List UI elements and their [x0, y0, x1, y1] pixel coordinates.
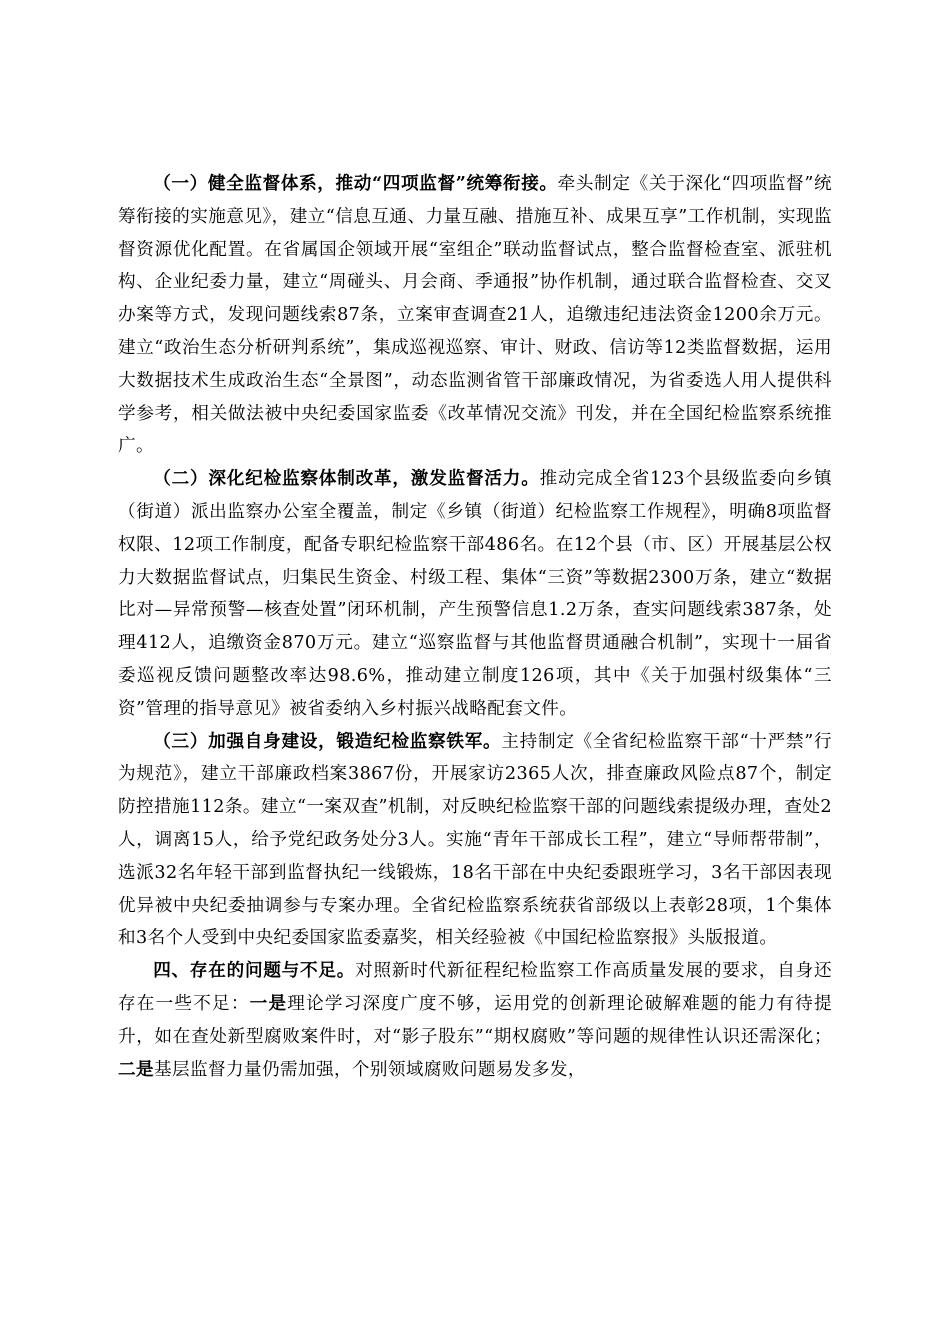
section-heading: 四、存在的问题与不足。 [153, 960, 356, 982]
paragraph-text: 对照新时代新征程纪检监察工作高质量发展的要求，自身还存在一些不足： [118, 961, 832, 1014]
paragraph-text: 主持制定《全省纪检监察干部“十严禁”行为规范》，建立干部廉政档案3867份，开展家访2365人次，排查廉政风险点87个，制定防控措施112条。建立“一案双查”机制，对反映纪检监察干部的问题线索提级办理，查处2人，调离15人，给予党纪政务处分3人。实施“青年干部成长工程”，建立“导师帮带制”，选派32名年轻干部到监督执纪一线锻炼，18名干部在中央纪委跟班学习，3名干部因表现优异被中央纪委抽调参与专案办理。全省纪检监察系统获省部级以上表彰28项，1个集体和3名个人受到中央纪委国家监委嘉奖，相关经验被《中国纪检监察报》头版报道。 [118, 731, 832, 949]
paragraph-text: 推动完成全省123个县级监委向乡镇（街道）派出监察办公室全覆盖，制定《乡镇（街道）纪检监察工作规程》，明确8项监督权限、12项工作制度，配备专职纪检监察干部486名。在12个县（市、区）开展基层公权力大数据监督试点，归集民生资金、村级工程、集体“三资”等数据2300万条，建立“数据比对—异常预警—核查处置”闭环机制，产生预警信息1.2万条，查实问题线索387条，处理412人，追缴资金870万元。建立“巡察监督与其他监督贯通融合机制”，实现十一届省委巡视反馈问题整改率达98.6%，推动建立制度126项，其中《关于加强村级集体“三资”管理的指导意见》被省委纳入乡村振兴战略配套文件。 [118, 469, 832, 719]
paragraph-self-building [118, 726, 832, 956]
emphasis-first: 一是 [249, 992, 288, 1014]
paragraph-system-reform [118, 463, 832, 725]
paragraph-supervision-system [118, 168, 832, 463]
paragraph-heading: （一）健全监督体系，推动“四项监督”统筹衔接。 [153, 173, 558, 194]
paragraph-problems [118, 955, 832, 1086]
paragraph-text: 基层监督力量仍需加强，个别领域腐败问题易发多发， [154, 1059, 586, 1080]
paragraph-heading: （二）深化纪检监察体制改革，激发监督活力。 [153, 468, 540, 490]
paragraph-heading: （三）加强自身建设，锻造纪检监察铁军。 [153, 730, 502, 752]
paragraph-text: 牵头制定《关于深化“四项监督”统筹衔接的实施意见》，建立“信息互通、力量互融、措施互补、成果互享”工作机制，实现监督资源优化配置。在省属国企领域开展“室组企”联动监督试点，整合监督检查室、派驻机构、企业纪委力量，建立“周碰头、月会商、季通报”协作机制，通过联合监督检查、交叉办案等方式，发现问题线索87条，立案审查调查21人，追缴违纪违法资金1200余万元。建立“政治生态分析研判系统”，集成巡视巡察、审计、财政、信访等12类监督数据，运用大数据技术生成政治生态“全景图”，动态监测省管干部廉政情况，为省委选人用人提供科学参考，相关做法被中央纪委国家监委《改革情况交流》刊发，并在全国纪检监察系统推广。 [118, 174, 833, 457]
paragraph-text: 理论学习深度广度不够，运用党的创新理论破解难题的能力有待提升，如在查处新型腐败案件时，对“影子股东”“期权腐败”等问题的规律性认识还需深化； [118, 993, 832, 1047]
document-body [118, 168, 832, 1086]
emphasis-second: 二是 [118, 1058, 154, 1080]
